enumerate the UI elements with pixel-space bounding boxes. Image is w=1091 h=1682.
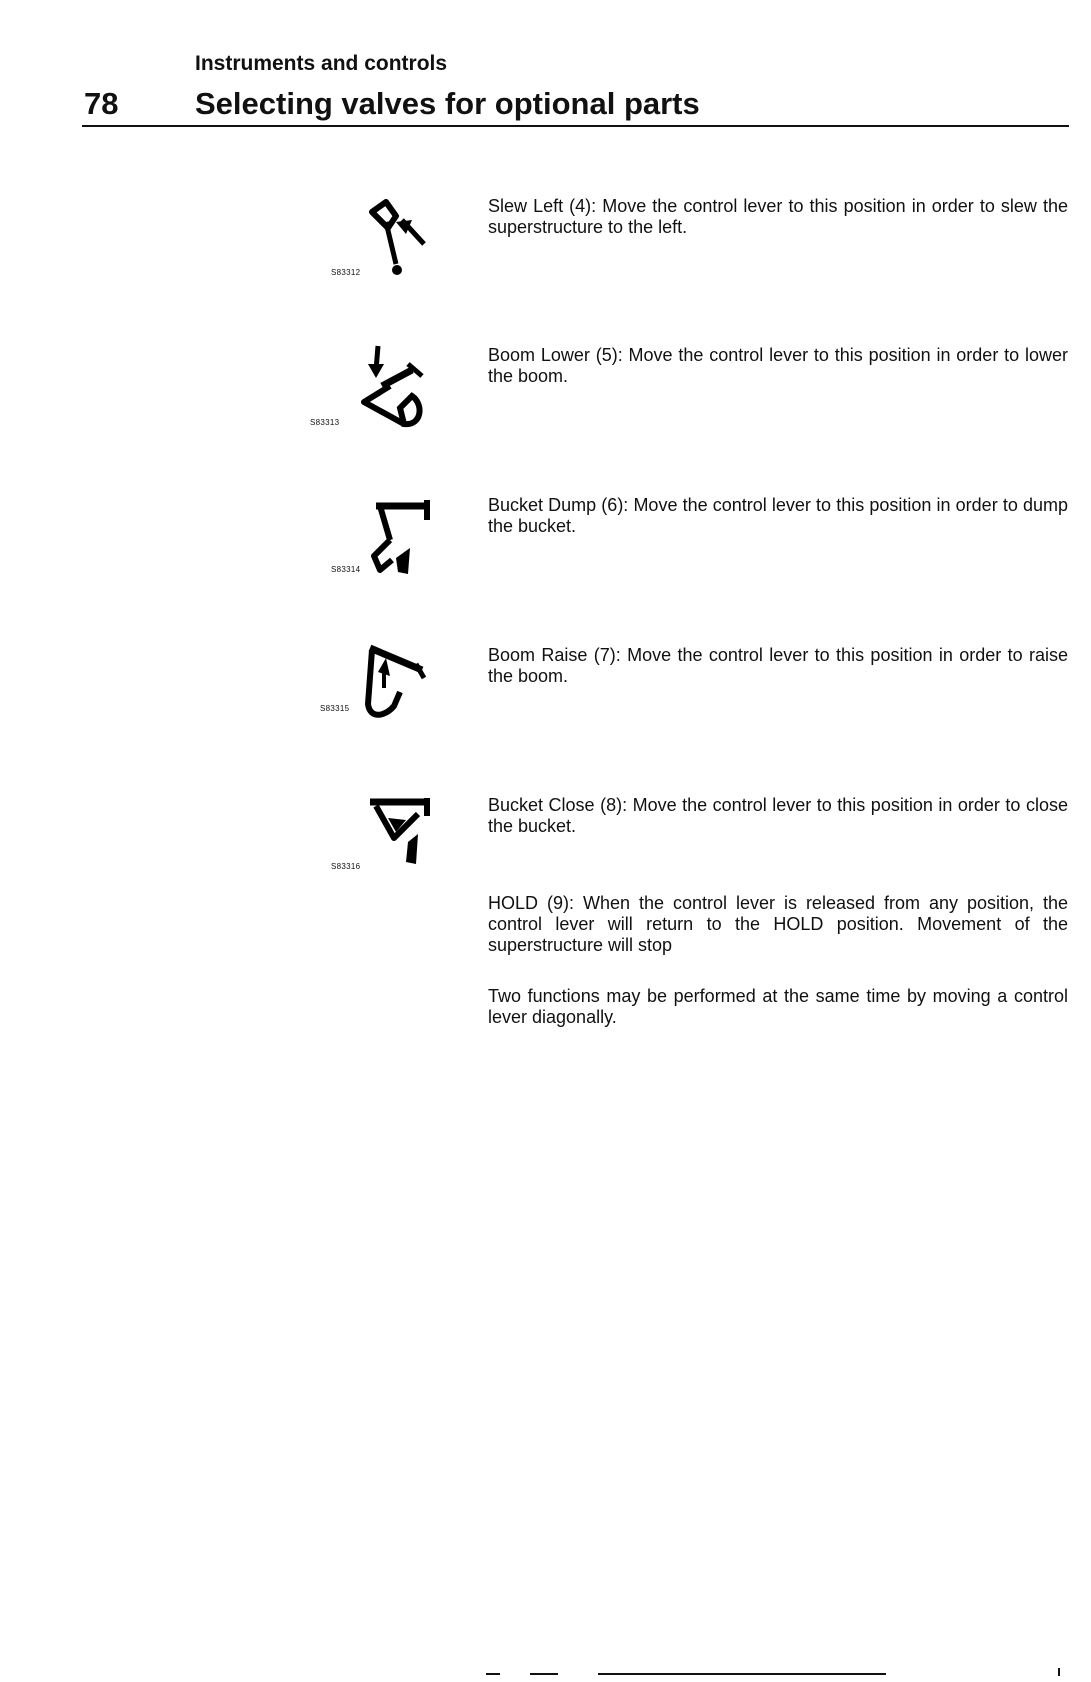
footer-mark (1058, 1668, 1060, 1676)
entry-text: Boom Raise (7): Move the control lever to this position in order to raise the boom. (488, 645, 1068, 686)
boom-lower-icon (360, 344, 440, 430)
bucket-dump-icon (366, 500, 438, 578)
figure-code: S83313 (310, 418, 340, 427)
footer-rule (530, 1673, 558, 1675)
page-title: Selecting valves for optional parts (195, 86, 700, 121)
footer-rule (598, 1673, 886, 1675)
slew-left-icon (366, 196, 438, 280)
figure-code: S83312 (331, 268, 361, 277)
entry-text: Boom Lower (5): Move the control lever to this position in order to lower the boom. (488, 345, 1068, 386)
section-heading: Instruments and controls (195, 52, 448, 75)
figure-code: S83314 (331, 565, 361, 574)
boom-raise-icon (360, 642, 436, 724)
footer-rule (486, 1673, 500, 1675)
entry-text: Slew Left (4): Move the control lever to this position in order to slew the superstructure to the left. (488, 196, 1068, 237)
bucket-close-icon (366, 798, 438, 870)
header-rule (82, 125, 1069, 127)
page-number: 78 (84, 86, 119, 121)
hold-note: HOLD (9): When the control lever is released from any position, the control lever will return to the HOLD position. Movement of the superstructure will stop (488, 893, 1068, 955)
entry-text: Bucket Close (8): Move the control lever to this position in order to close the bucket. (488, 795, 1068, 836)
entry-text: Bucket Dump (6): Move the control lever to this position in order to dump the bucket. (488, 495, 1068, 536)
diagonal-note: Two functions may be performed at the same time by moving a control lever diagonally. (488, 986, 1068, 1027)
figure-code: S83315 (320, 704, 350, 713)
figure-code: S83316 (331, 862, 361, 871)
